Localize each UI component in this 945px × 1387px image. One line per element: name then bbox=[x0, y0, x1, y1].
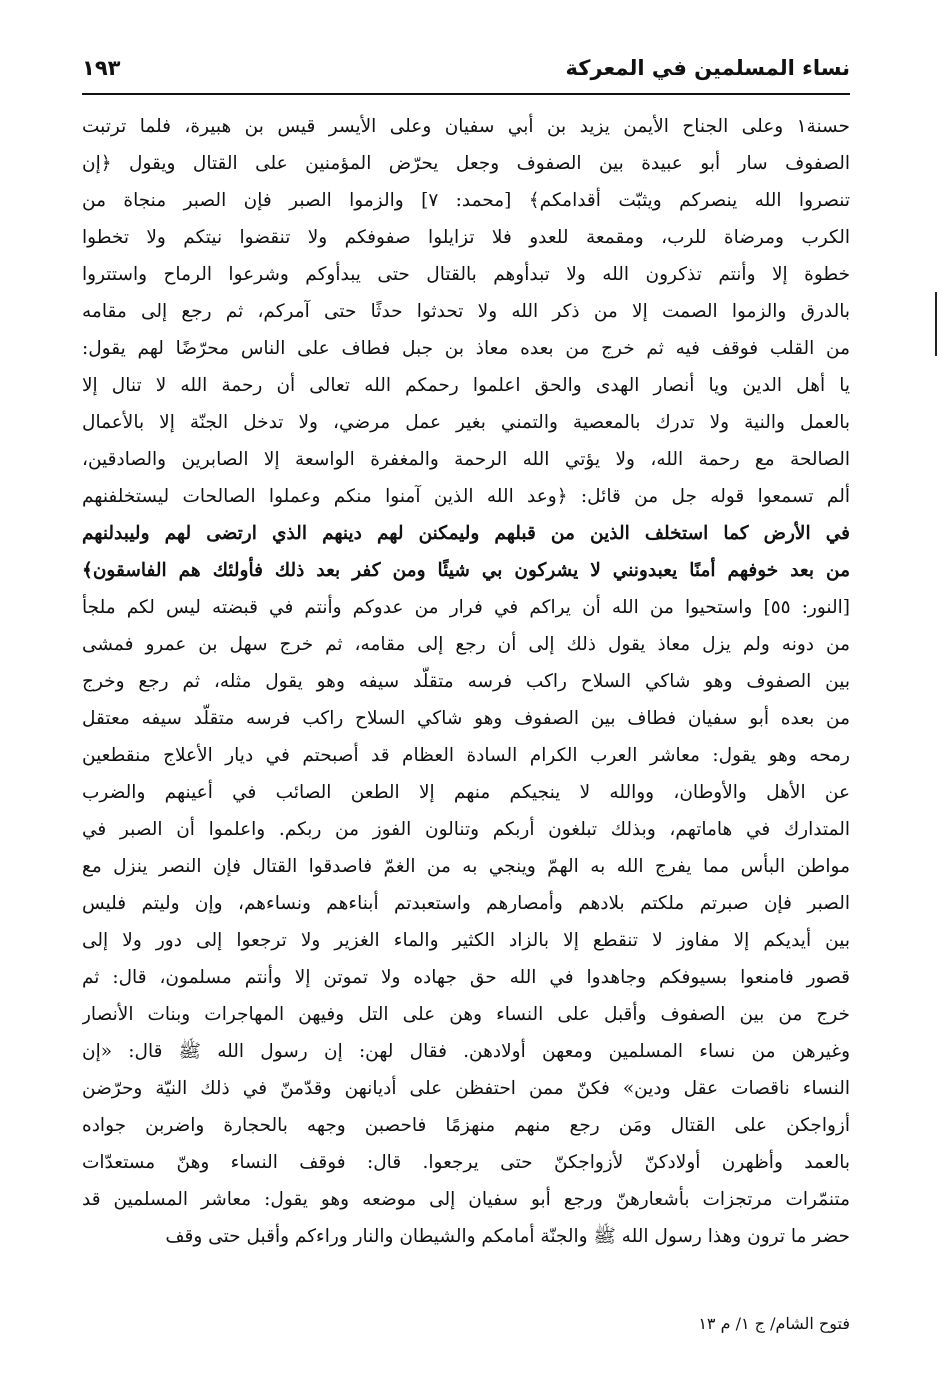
text-line: رمحه وهو يقول: معاشر العرب الكرام السادة العظام قد أصبحتم في ديار الأعلاج منقطعين bbox=[82, 745, 850, 766]
text-line: حسنة١ وعلى الجناح الأيمن يزيد بن أبي سفيان وعلى الأيسر قيس بن هبيرة، فلما ترتبت bbox=[82, 116, 850, 137]
quran-verse-line: من بعد خوفهم أمنًا يعبدونني لا يشركون بي شيئًا ومن كفر بعد ذلك فأولئك هم الفاسقون﴾ bbox=[82, 560, 850, 581]
text-line: الصالحة مع رحمة الله، ولا يؤتي الله الرحمة والمغفرة الواسعة إلا الصابرين والصادقين، bbox=[82, 449, 850, 470]
text-line: عن الأهل والأوطان، ووالله لا ينجيكم منهم إلا الطعن الصائب في أعينهم والضرب bbox=[82, 782, 850, 803]
text-line: متنمّرات مرتجزات بأشعارهنّ ورجع أبو سفيان إلى موضعه وهو يقول: معاشر المسلمين قد bbox=[82, 1189, 850, 1210]
text-line: يا أهل الدين ويا أنصار الهدى والحق اعلموا رحمكم الله تعالى أن رحمة الله لا تنال إلا bbox=[82, 375, 850, 396]
text-line: النساء ناقصات عقل ودين» فكنّ ممن احتفظن على أديانهن وقدّمنّ في ذلك النيّة وحرّضن bbox=[82, 1078, 850, 1099]
text-line: حضر ما ترون وهذا رسول الله ﷺ والجنّة أمامكم والشيطان والنار وراءكم وأقبل حتى وقف bbox=[165, 1226, 850, 1247]
text-line: وغيرهن من نساء المسلمين ومعهن أولادهن. فقال لهن: إن رسول الله ﷺ قال: «إن bbox=[82, 1041, 850, 1062]
text-line: بالعمد وأظهرن أولادكنّ لأزواجكنّ حتى يرجعوا. قال: فوقف النساء وهنّ مستعدّات bbox=[82, 1152, 850, 1173]
text-line: الكرب ومرضاة للرب، ومقمعة للعدو فلا تزايلوا صفوفكم ولا تنقضوا نيتكم ولا تخطوا bbox=[82, 227, 850, 248]
text-line: بين الصفوف وهو شاكي السلاح راكب فرسه متقلّد سيفه وهو يقول مثله، ثم رجع وخرج bbox=[82, 671, 850, 692]
page-number: ١٩٣ bbox=[82, 56, 121, 80]
text-line: ألم تسمعوا قوله جل من قائل: ﴿وعد الله الذين آمنوا منكم وعملوا الصالحات ليستخلفنهم bbox=[82, 486, 850, 507]
text-line: بالدرق والزموا الصمت إلا من ذكر الله ولا تحدثوا حدثًا حتى آمركم، ثم رجع إلى مقامه bbox=[82, 301, 850, 322]
text-line: خطوة إلا وأنتم تذكرون الله ولا تبدأوهم بالقتال حتى يبدأوكم وشرعوا الرماح واستتروا bbox=[82, 264, 850, 285]
text-line: من دونه ولم يزل معاذ يقول ذلك إلى أن رجع إلى مقامه، ثم خرج سهل بن عمرو فمشى bbox=[82, 634, 850, 655]
text-line: [النور: ٥٥] واستحيوا من الله أن يراكم في فرار من عدوكم وأنتم في قبضته ليس لكم ملجأ bbox=[82, 597, 850, 618]
text-line: خرج من بين الصفوف وأقبل على النساء وهن على التل وفيهن المهاجرات وبنات الأنصار bbox=[82, 1004, 850, 1025]
text-line: الصفوف سار أبو عبيدة بين الصفوف وجعل يحرّض المؤمنين على القتال ويقول ﴿إن bbox=[82, 153, 850, 174]
text-line: أزواجكن على القتال ومَن رجع منهم منهزمًا فاحصبن وجهه بالحجارة واضربن جواده bbox=[82, 1115, 850, 1136]
running-header bbox=[82, 50, 850, 90]
text-line: الصبر فإن صبرتم ملكتم بلادهم وأمصارهم واستعبدتم أبناءهم ونساءهم، وإن وليتم فليس bbox=[82, 893, 850, 914]
text-line: قصور فامنعوا بسيوفكم وجاهدوا في الله حق جهاده ولا تموتن إلا وأنتم مسلمون، قال: ثم bbox=[82, 967, 850, 988]
quran-verse-line: في الأرض كما استخلف الذين من قبلهم وليمكنن لهم دينهم الذي ارتضى لهم وليبدلنهم bbox=[82, 523, 850, 544]
text-line: من بعده أبو سفيان فطاف بين الصفوف وهو شاكي السلاح راكب فرسه متقلّد سيفه معتقل bbox=[82, 708, 850, 729]
text-line: مواطن البأس مما يفرج الله به الهمّ وينجي به من الغمّ فاصدقوا القتال فإن النصر ينزل مع bbox=[82, 856, 850, 877]
body-text bbox=[82, 108, 850, 1255]
text-line: بالعمل والنية ولا تدرك بالمعصية والتمني بغير عمل مرضي، ولا تدخل الجنّة إلا بالأعمال bbox=[82, 412, 850, 433]
text-line: المتدارك في هاماتهم، وبذلك تبلغون أربكم وتنالون الفوز من ربكم. واعلموا أن الصبر في bbox=[82, 819, 850, 840]
footnote: فتوح الشام/ ج ١/ م ١٣ bbox=[698, 1314, 850, 1333]
margin-mark bbox=[935, 292, 937, 356]
header-rule bbox=[82, 93, 850, 95]
text-line: بين أيديكم إلا مفاوز لا تنقطع إلا بالزاد الكثير والماء الغزير ولا ترجعوا إلى دور ولا إلى bbox=[82, 930, 850, 951]
text-line: من القلب فوقف فيه ثم خرج من بعده معاذ بن جبل فطاف على الناس محرّضًا لهم يقول: bbox=[82, 338, 850, 359]
header-title: نساء المسلمين في المعركة bbox=[565, 56, 850, 80]
text-line: تنصروا الله ينصركم ويثبّت أقدامكم﴾ [محمد: ٧] والزموا الصبر فإن الصبر منجاة من bbox=[82, 190, 850, 211]
